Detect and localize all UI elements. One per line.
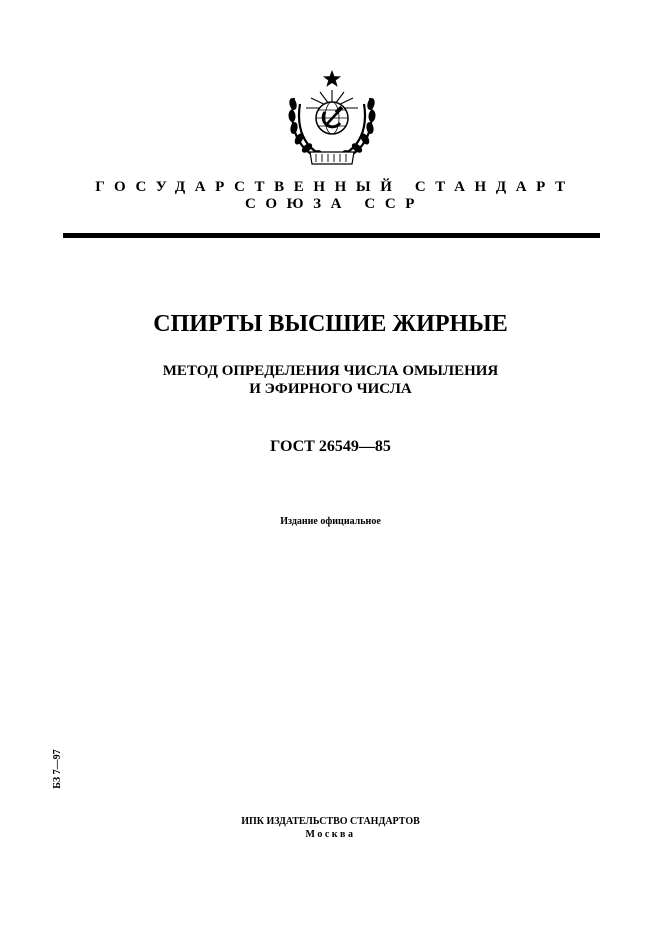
standard-number: ГОСТ 26549—85 bbox=[270, 438, 391, 455]
side-code: БЗ 7—97 bbox=[52, 749, 63, 789]
publisher-name: ИПК ИЗДАТЕЛЬСТВО СТАНДАРТОВ bbox=[241, 816, 420, 827]
document-subtitle-line-2: И ЭФИРНОГО ЧИСЛА bbox=[249, 381, 412, 397]
document-title: СПИРТЫ ВЫСШИЕ ЖИРНЫЕ bbox=[153, 311, 508, 337]
document-subtitle-line-1: МЕТОД ОПРЕДЕЛЕНИЯ ЧИСЛА ОМЫЛЕНИЯ bbox=[162, 363, 499, 379]
header-divider bbox=[63, 233, 600, 238]
publisher-city: Москва bbox=[305, 829, 356, 840]
edition-label: Издание официальное bbox=[280, 516, 381, 527]
org-title-line-2: СОЮЗА ССР bbox=[244, 196, 425, 212]
org-title-line-1: ГОСУДАРСТВЕННЫЙ СТАНДАРТ bbox=[95, 179, 575, 195]
ussr-coat-of-arms-icon bbox=[284, 68, 380, 168]
